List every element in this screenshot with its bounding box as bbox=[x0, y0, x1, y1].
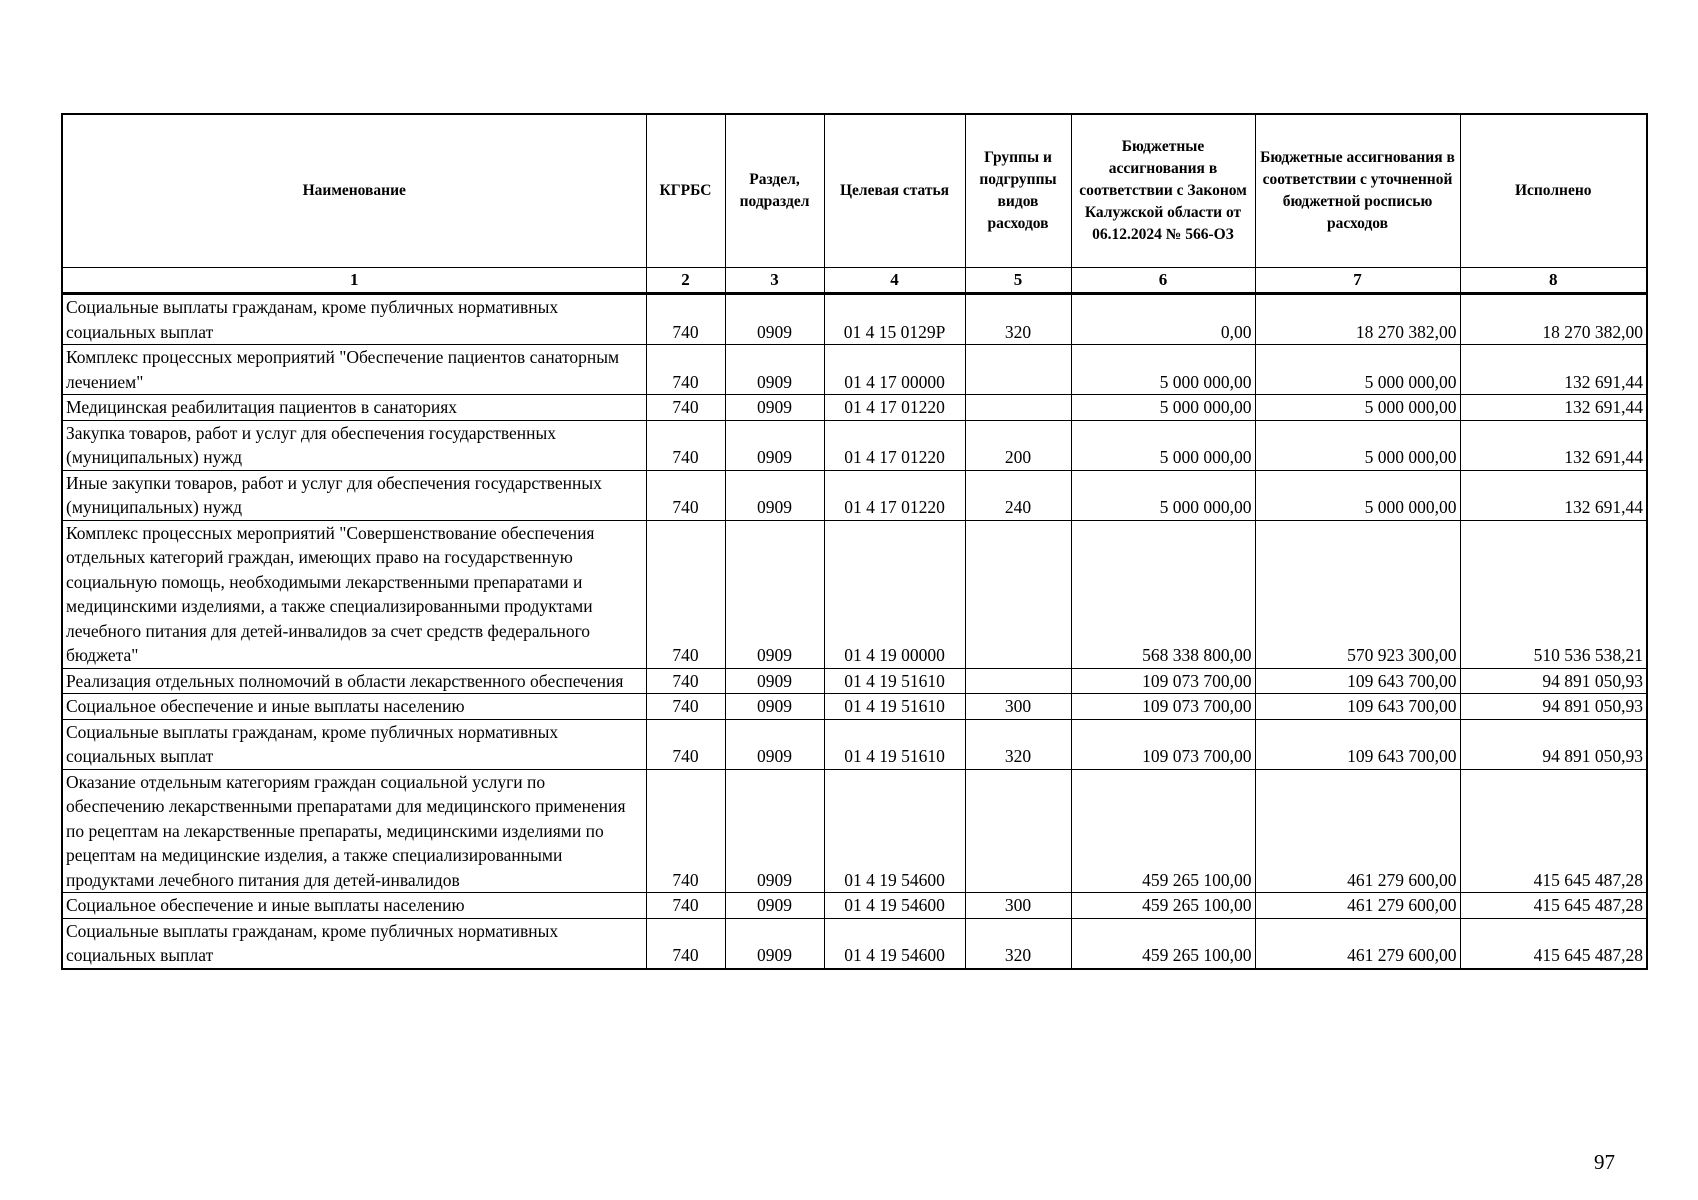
cell-refined-allocation: 5 000 000,00 bbox=[1255, 395, 1460, 421]
table-row bbox=[62, 294, 1647, 345]
cell-refined-allocation: 461 279 600,00 bbox=[1255, 769, 1460, 893]
cell-refined-allocation: 109 643 700,00 bbox=[1255, 719, 1460, 769]
cell-law-allocation: 5 000 000,00 bbox=[1071, 395, 1255, 421]
table-row bbox=[62, 668, 1647, 694]
cell-name: Комплекс процессных мероприятий "Совершенствование обеспечения отдельных категорий граждан, имеющих право на государственную социальную помощь, необходимыми лекарственными препаратами и медицинскими изделиями, а также специализированными продуктами лечебного питания для детей-инвалидов за счет средств федерального бюджета" bbox=[62, 520, 646, 668]
cell-section: 0909 bbox=[725, 893, 824, 919]
cell-section: 0909 bbox=[725, 719, 824, 769]
cell-kgrbs: 740 bbox=[646, 893, 725, 919]
cell-refined-allocation: 109 643 700,00 bbox=[1255, 668, 1460, 694]
col-number: 6 bbox=[1071, 268, 1255, 294]
col-number: 8 bbox=[1460, 268, 1647, 294]
cell-kgrbs: 740 bbox=[646, 294, 725, 345]
table-body bbox=[62, 294, 1647, 969]
cell-executed: 132 691,44 bbox=[1460, 395, 1647, 421]
cell-name: Закупка товаров, работ и услуг для обеспечения государственных (муниципальных) нужд bbox=[62, 420, 646, 470]
cell-law-allocation: 459 265 100,00 bbox=[1071, 769, 1255, 893]
cell-kgrbs: 740 bbox=[646, 769, 725, 893]
cell-kgrbs: 740 bbox=[646, 395, 725, 421]
cell-law-allocation: 459 265 100,00 bbox=[1071, 918, 1255, 969]
budget-table-container bbox=[61, 113, 1646, 970]
table-row bbox=[62, 420, 1647, 470]
cell-executed: 415 645 487,28 bbox=[1460, 918, 1647, 969]
cell-kgrbs: 740 bbox=[646, 694, 725, 720]
col-header-name: Наименование bbox=[62, 114, 646, 268]
cell-target-article: 01 4 19 51610 bbox=[824, 694, 965, 720]
table-row bbox=[62, 719, 1647, 769]
cell-refined-allocation: 5 000 000,00 bbox=[1255, 420, 1460, 470]
col-header-expense-groups: Группы и подгруппы видов расходов bbox=[965, 114, 1071, 268]
col-header-executed: Исполнено bbox=[1460, 114, 1647, 268]
cell-section: 0909 bbox=[725, 345, 824, 395]
cell-executed: 510 536 538,21 bbox=[1460, 520, 1647, 668]
cell-expense-group: 320 bbox=[965, 294, 1071, 345]
cell-target-article: 01 4 19 54600 bbox=[824, 893, 965, 919]
cell-executed: 94 891 050,93 bbox=[1460, 668, 1647, 694]
page-number: 97 bbox=[1594, 1150, 1615, 1174]
table-header bbox=[62, 114, 1647, 294]
cell-kgrbs: 740 bbox=[646, 918, 725, 969]
cell-executed: 132 691,44 bbox=[1460, 470, 1647, 520]
cell-refined-allocation: 461 279 600,00 bbox=[1255, 893, 1460, 919]
cell-refined-allocation: 5 000 000,00 bbox=[1255, 345, 1460, 395]
col-number: 2 bbox=[646, 268, 725, 294]
header-row bbox=[62, 114, 1647, 268]
cell-law-allocation: 109 073 700,00 bbox=[1071, 694, 1255, 720]
cell-expense-group: 300 bbox=[965, 893, 1071, 919]
cell-kgrbs: 740 bbox=[646, 668, 725, 694]
cell-target-article: 01 4 19 54600 bbox=[824, 769, 965, 893]
cell-name: Оказание отдельным категориям граждан социальной услуги по обеспечению лекарственными препаратами для медицинского применения по рецептам на лекарственные препараты, медицинскими изделиями по рецептам на медицинские изделия, а также специализированными продуктами лечебного питания для детей-инвалидов bbox=[62, 769, 646, 893]
cell-target-article: 01 4 19 54600 bbox=[824, 918, 965, 969]
cell-law-allocation: 568 338 800,00 bbox=[1071, 520, 1255, 668]
cell-executed: 415 645 487,28 bbox=[1460, 769, 1647, 893]
cell-law-allocation: 5 000 000,00 bbox=[1071, 420, 1255, 470]
cell-target-article: 01 4 19 51610 bbox=[824, 668, 965, 694]
cell-refined-allocation: 570 923 300,00 bbox=[1255, 520, 1460, 668]
table-row bbox=[62, 769, 1647, 893]
col-number: 5 bbox=[965, 268, 1071, 294]
cell-executed: 132 691,44 bbox=[1460, 420, 1647, 470]
cell-expense-group: 240 bbox=[965, 470, 1071, 520]
cell-kgrbs: 740 bbox=[646, 520, 725, 668]
cell-name: Социальные выплаты гражданам, кроме публичных нормативных социальных выплат bbox=[62, 294, 646, 345]
table-row bbox=[62, 918, 1647, 969]
table-row bbox=[62, 395, 1647, 421]
col-number: 1 bbox=[62, 268, 646, 294]
cell-target-article: 01 4 17 01220 bbox=[824, 420, 965, 470]
col-number: 4 bbox=[824, 268, 965, 294]
cell-executed: 415 645 487,28 bbox=[1460, 893, 1647, 919]
cell-section: 0909 bbox=[725, 520, 824, 668]
cell-expense-group bbox=[965, 345, 1071, 395]
cell-section: 0909 bbox=[725, 918, 824, 969]
cell-name: Реализация отдельных полномочий в области лекарственного обеспечения bbox=[62, 668, 646, 694]
cell-refined-allocation: 109 643 700,00 bbox=[1255, 694, 1460, 720]
col-number: 7 bbox=[1255, 268, 1460, 294]
cell-target-article: 01 4 15 0129Р bbox=[824, 294, 965, 345]
cell-executed: 94 891 050,93 bbox=[1460, 694, 1647, 720]
cell-law-allocation: 5 000 000,00 bbox=[1071, 345, 1255, 395]
cell-kgrbs: 740 bbox=[646, 470, 725, 520]
cell-kgrbs: 740 bbox=[646, 719, 725, 769]
cell-refined-allocation: 461 279 600,00 bbox=[1255, 918, 1460, 969]
cell-expense-group bbox=[965, 520, 1071, 668]
cell-expense-group bbox=[965, 668, 1071, 694]
budget-execution-table bbox=[61, 113, 1648, 970]
cell-refined-allocation: 18 270 382,00 bbox=[1255, 294, 1460, 345]
col-header-refined-allocations: Бюджетные ассигнования в соответствии с уточненной бюджетной росписью расходов bbox=[1255, 114, 1460, 268]
cell-name: Социальное обеспечение и иные выплаты населению bbox=[62, 694, 646, 720]
cell-section: 0909 bbox=[725, 395, 824, 421]
cell-target-article: 01 4 17 01220 bbox=[824, 470, 965, 520]
cell-expense-group bbox=[965, 395, 1071, 421]
cell-law-allocation: 109 073 700,00 bbox=[1071, 719, 1255, 769]
cell-section: 0909 bbox=[725, 694, 824, 720]
table-row bbox=[62, 520, 1647, 668]
cell-target-article: 01 4 19 00000 bbox=[824, 520, 965, 668]
cell-name: Комплекс процессных мероприятий "Обеспечение пациентов санаторным лечением" bbox=[62, 345, 646, 395]
cell-section: 0909 bbox=[725, 668, 824, 694]
table-row bbox=[62, 470, 1647, 520]
cell-expense-group: 200 bbox=[965, 420, 1071, 470]
cell-kgrbs: 740 bbox=[646, 345, 725, 395]
cell-target-article: 01 4 19 51610 bbox=[824, 719, 965, 769]
cell-kgrbs: 740 bbox=[646, 420, 725, 470]
col-number: 3 bbox=[725, 268, 824, 294]
cell-executed: 132 691,44 bbox=[1460, 345, 1647, 395]
cell-expense-group: 320 bbox=[965, 918, 1071, 969]
cell-refined-allocation: 5 000 000,00 bbox=[1255, 470, 1460, 520]
cell-expense-group bbox=[965, 769, 1071, 893]
cell-target-article: 01 4 17 00000 bbox=[824, 345, 965, 395]
cell-section: 0909 bbox=[725, 769, 824, 893]
cell-section: 0909 bbox=[725, 420, 824, 470]
cell-expense-group: 300 bbox=[965, 694, 1071, 720]
table-row bbox=[62, 345, 1647, 395]
cell-executed: 94 891 050,93 bbox=[1460, 719, 1647, 769]
cell-law-allocation: 459 265 100,00 bbox=[1071, 893, 1255, 919]
col-header-kgrbs: КГРБС bbox=[646, 114, 725, 268]
col-header-target-article: Целевая статья bbox=[824, 114, 965, 268]
cell-law-allocation: 5 000 000,00 bbox=[1071, 470, 1255, 520]
col-header-law-allocations: Бюджетные ассигнования в соответствии с Законом Калужской области от 06.12.2024 № 566-ОЗ bbox=[1071, 114, 1255, 268]
cell-expense-group: 320 bbox=[965, 719, 1071, 769]
cell-law-allocation: 0,00 bbox=[1071, 294, 1255, 345]
cell-executed: 18 270 382,00 bbox=[1460, 294, 1647, 345]
table-row bbox=[62, 694, 1647, 720]
cell-name: Социальное обеспечение и иные выплаты населению bbox=[62, 893, 646, 919]
cell-target-article: 01 4 17 01220 bbox=[824, 395, 965, 421]
cell-name: Иные закупки товаров, работ и услуг для обеспечения государственных (муниципальных) нужд bbox=[62, 470, 646, 520]
cell-section: 0909 bbox=[725, 470, 824, 520]
col-header-section: Раздел, подраздел bbox=[725, 114, 824, 268]
cell-name: Медицинская реабилитация пациентов в санаториях bbox=[62, 395, 646, 421]
table-row bbox=[62, 893, 1647, 919]
cell-name: Социальные выплаты гражданам, кроме публичных нормативных социальных выплат bbox=[62, 918, 646, 969]
column-number-row bbox=[62, 268, 1647, 294]
cell-section: 0909 bbox=[725, 294, 824, 345]
cell-name: Социальные выплаты гражданам, кроме публичных нормативных социальных выплат bbox=[62, 719, 646, 769]
cell-law-allocation: 109 073 700,00 bbox=[1071, 668, 1255, 694]
